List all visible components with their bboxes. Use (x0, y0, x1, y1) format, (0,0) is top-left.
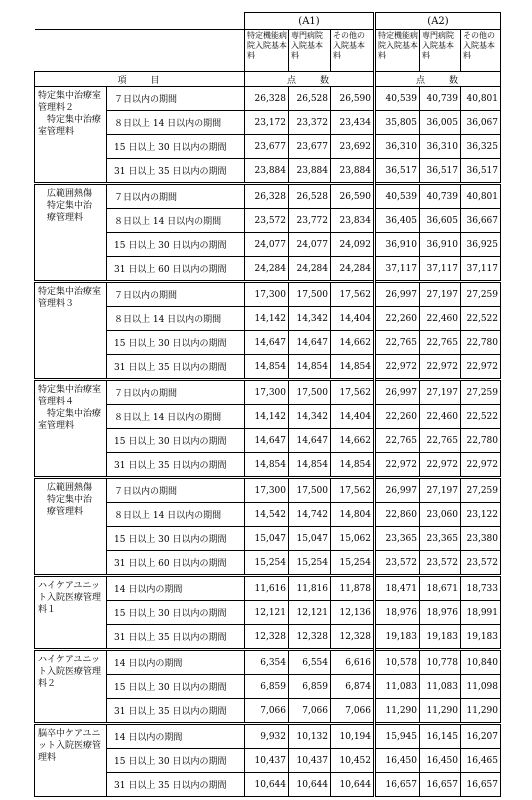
points-cell: 16,465 (461, 749, 501, 773)
period-cell: 14 日以内の期間 (107, 650, 245, 675)
points-cell: 40,539 (375, 87, 420, 111)
points-cell: 14,404 (331, 405, 375, 429)
points-cell: 18,976 (375, 601, 420, 625)
points-cell: 11,083 (420, 675, 461, 699)
period-cell: 31 日以上 35 日以内の期間 (107, 159, 245, 184)
period-cell: 14 日以内の期間 (107, 724, 245, 749)
points-cell: 11,878 (331, 576, 375, 601)
points-cell: 36,517 (461, 159, 501, 184)
points-cell: 22,972 (461, 355, 501, 380)
points-cell: 11,616 (245, 576, 289, 601)
group-a2-heading: (A2) (375, 13, 501, 30)
points-cell: 11,290 (420, 699, 461, 724)
points-cell: 15,047 (245, 527, 289, 551)
table-row (35, 282, 501, 307)
period-cell: 15 日以上 30 日以内の期間 (107, 527, 245, 551)
points-cell: 36,067 (461, 111, 501, 135)
period-cell: ７日以内の期間 (107, 380, 245, 405)
points-cell: 17,500 (289, 478, 331, 503)
points-cell: 18,671 (420, 576, 461, 601)
points-cell: 36,517 (420, 159, 461, 184)
period-cell: 15 日以上 30 日以内の期間 (107, 331, 245, 355)
points-cell: 27,197 (420, 380, 461, 405)
points-cell: 15,254 (289, 551, 331, 576)
points-cell: 22,972 (420, 355, 461, 380)
points-cell: 14,647 (289, 429, 331, 453)
table-row (35, 576, 501, 601)
points-cell: 23,365 (420, 527, 461, 551)
period-cell: 31 日以上 35 日以内の期間 (107, 625, 245, 650)
category-cell: 特定集中治療室管理料２ 特定集中治療室管理料 (35, 87, 107, 184)
points-cell: 35,805 (375, 111, 420, 135)
points-cell: 10,778 (420, 650, 461, 675)
table-row (35, 478, 501, 503)
points-cell: 10,644 (245, 773, 289, 797)
points-cell: 22,972 (375, 355, 420, 380)
points-cell: 11,816 (289, 576, 331, 601)
points-cell: 17,300 (245, 282, 289, 307)
points-cell: 23,572 (461, 551, 501, 576)
points-cell: 26,528 (289, 87, 331, 111)
period-cell: 31 日以上 35 日以内の期間 (107, 699, 245, 724)
points-cell: 22,765 (375, 429, 420, 453)
header-blank (35, 13, 245, 30)
period-cell: ８日以上 14 日以内の期間 (107, 405, 245, 429)
table-row (35, 724, 501, 749)
points-cell: 16,657 (375, 773, 420, 797)
col-a2-sonota: その他の入院基本料 (461, 30, 501, 72)
points-cell: 23,834 (331, 209, 375, 233)
points-cell: 27,259 (461, 478, 501, 503)
points-cell: 18,991 (461, 601, 501, 625)
points-cell: 10,437 (289, 749, 331, 773)
points-cell: 36,910 (375, 233, 420, 257)
fee-table-sheet (34, 12, 501, 797)
period-cell: ８日以上 14 日以内の期間 (107, 111, 245, 135)
points-cell: 24,284 (245, 257, 289, 282)
period-cell: ８日以上 14 日以内の期間 (107, 503, 245, 527)
points-heading-a2: 点 数 (375, 72, 501, 87)
points-cell: 40,739 (420, 87, 461, 111)
points-cell: 26,997 (375, 380, 420, 405)
points-cell: 37,117 (375, 257, 420, 282)
points-cell: 26,328 (245, 184, 289, 209)
points-cell: 23,884 (289, 159, 331, 184)
points-cell: 26,997 (375, 478, 420, 503)
period-cell: ７日以内の期間 (107, 282, 245, 307)
points-cell: 14,854 (289, 355, 331, 380)
points-cell: 22,765 (375, 331, 420, 355)
points-cell: 14,854 (245, 355, 289, 380)
points-cell: 24,092 (331, 233, 375, 257)
points-cell: 22,460 (420, 405, 461, 429)
points-heading-a1: 点 数 (245, 72, 375, 87)
item-heading: 項 目 (35, 72, 245, 87)
points-cell: 22,260 (375, 405, 420, 429)
points-cell: 6,616 (331, 650, 375, 675)
points-cell: 26,590 (331, 87, 375, 111)
points-cell: 10,644 (289, 773, 331, 797)
category-cell: ハイケアユニット入院医療管理料１ (35, 576, 107, 650)
points-cell: 27,197 (420, 282, 461, 307)
points-cell: 12,328 (331, 625, 375, 650)
points-cell: 26,328 (245, 87, 289, 111)
points-cell: 22,972 (461, 453, 501, 478)
points-cell: 14,854 (289, 453, 331, 478)
points-cell: 40,739 (420, 184, 461, 209)
points-cell: 14,662 (331, 429, 375, 453)
points-cell: 14,662 (331, 331, 375, 355)
points-cell: 23,434 (331, 111, 375, 135)
points-cell: 15,254 (331, 551, 375, 576)
points-cell: 26,528 (289, 184, 331, 209)
points-cell: 15,945 (375, 724, 420, 749)
group-a1-heading: (A1) (245, 13, 375, 30)
points-cell: 36,517 (375, 159, 420, 184)
points-cell: 22,522 (461, 405, 501, 429)
points-cell: 12,328 (289, 625, 331, 650)
points-cell: 40,801 (461, 87, 501, 111)
points-cell: 22,972 (420, 453, 461, 478)
points-cell: 14,854 (331, 355, 375, 380)
header-blank-2 (35, 30, 245, 72)
fee-table (34, 12, 501, 797)
points-cell: 24,077 (245, 233, 289, 257)
points-cell: 17,562 (331, 282, 375, 307)
points-cell: 10,452 (331, 749, 375, 773)
points-cell: 16,207 (461, 724, 501, 749)
points-cell: 23,380 (461, 527, 501, 551)
points-cell: 23,172 (245, 111, 289, 135)
points-cell: 36,405 (375, 209, 420, 233)
points-cell: 12,136 (331, 601, 375, 625)
points-cell: 7,066 (245, 699, 289, 724)
points-cell: 18,976 (420, 601, 461, 625)
points-cell: 16,450 (420, 749, 461, 773)
points-cell: 23,122 (461, 503, 501, 527)
col-a1-sonota: その他の入院基本料 (331, 30, 375, 72)
points-cell: 26,997 (375, 282, 420, 307)
points-cell: 10,644 (331, 773, 375, 797)
period-cell: ７日以内の期間 (107, 87, 245, 111)
period-cell: 31 日以上 60 日以内の期間 (107, 257, 245, 282)
points-cell: 10,194 (331, 724, 375, 749)
points-cell: 14,342 (289, 307, 331, 331)
points-cell: 27,259 (461, 282, 501, 307)
points-cell: 26,590 (331, 184, 375, 209)
points-cell: 16,145 (420, 724, 461, 749)
points-cell: 19,183 (420, 625, 461, 650)
points-cell: 16,450 (375, 749, 420, 773)
period-cell: 14 日以内の期間 (107, 576, 245, 601)
col-a1-senmon: 専門病院入院基本料 (289, 30, 331, 72)
points-cell: 23,372 (289, 111, 331, 135)
table-row (35, 184, 501, 209)
points-cell: 6,874 (331, 675, 375, 699)
period-cell: 15 日以上 30 日以内の期間 (107, 135, 245, 159)
period-cell: 31 日以上 60 日以内の期間 (107, 551, 245, 576)
points-cell: 9,932 (245, 724, 289, 749)
points-cell: 16,657 (420, 773, 461, 797)
category-cell: 広範囲熱傷 特定集中治 療管理料 (35, 478, 107, 576)
points-cell: 6,354 (245, 650, 289, 675)
points-cell: 14,142 (245, 405, 289, 429)
points-cell: 22,972 (375, 453, 420, 478)
table-row (35, 87, 501, 111)
col-a2-tokutei: 特定機能病院入院基本料 (375, 30, 420, 72)
points-cell: 22,780 (461, 429, 501, 453)
points-cell: 36,005 (420, 111, 461, 135)
fee-table-body (35, 87, 501, 797)
period-cell: ８日以上 14 日以内の期間 (107, 209, 245, 233)
points-cell: 17,562 (331, 478, 375, 503)
points-cell: 17,500 (289, 380, 331, 405)
points-cell: 23,677 (289, 135, 331, 159)
points-cell: 11,290 (375, 699, 420, 724)
points-cell: 36,925 (461, 233, 501, 257)
points-cell: 12,121 (245, 601, 289, 625)
points-cell: 12,121 (289, 601, 331, 625)
points-cell: 23,772 (289, 209, 331, 233)
points-cell: 23,884 (245, 159, 289, 184)
points-cell: 7,066 (289, 699, 331, 724)
points-cell: 6,554 (289, 650, 331, 675)
points-cell: 27,259 (461, 380, 501, 405)
points-cell: 22,765 (420, 331, 461, 355)
points-cell: 36,667 (461, 209, 501, 233)
period-cell: 15 日以上 30 日以内の期間 (107, 675, 245, 699)
period-cell: 31 日以上 35 日以内の期間 (107, 453, 245, 478)
points-cell: 23,884 (331, 159, 375, 184)
period-cell: ８日以上 14 日以内の期間 (107, 307, 245, 331)
points-cell: 37,117 (461, 257, 501, 282)
points-cell: 23,572 (420, 551, 461, 576)
category-cell: 広範囲熱傷 特定集中治 療管理料 (35, 184, 107, 282)
points-cell: 14,647 (245, 331, 289, 355)
points-cell: 18,471 (375, 576, 420, 601)
points-cell: 7,066 (331, 699, 375, 724)
points-cell: 10,132 (289, 724, 331, 749)
points-cell: 15,047 (289, 527, 331, 551)
points-cell: 17,500 (289, 282, 331, 307)
points-cell: 15,254 (245, 551, 289, 576)
points-cell: 22,765 (420, 429, 461, 453)
period-cell: 31 日以上 35 日以内の期間 (107, 355, 245, 380)
points-cell: 14,542 (245, 503, 289, 527)
col-a2-senmon: 専門病院入院基本料 (420, 30, 461, 72)
points-cell: 10,437 (245, 749, 289, 773)
points-cell: 40,539 (375, 184, 420, 209)
table-row (35, 380, 501, 405)
points-cell: 14,647 (289, 331, 331, 355)
points-cell: 22,260 (375, 307, 420, 331)
points-cell: 23,060 (420, 503, 461, 527)
period-cell: ７日以内の期間 (107, 184, 245, 209)
points-cell: 22,780 (461, 331, 501, 355)
points-cell: 14,854 (245, 453, 289, 478)
points-cell: 15,062 (331, 527, 375, 551)
points-cell: 14,854 (331, 453, 375, 478)
points-cell: 14,142 (245, 307, 289, 331)
points-cell: 17,300 (245, 478, 289, 503)
points-cell: 23,572 (245, 209, 289, 233)
period-cell: 15 日以上 30 日以内の期間 (107, 749, 245, 773)
points-cell: 37,117 (420, 257, 461, 282)
period-cell: ７日以内の期間 (107, 478, 245, 503)
points-cell: 18,733 (461, 576, 501, 601)
category-cell: 脳卒中ケアユニット入院医療管理料 (35, 724, 107, 797)
category-cell: 特定集中治療室管理料３ (35, 282, 107, 380)
points-cell: 14,404 (331, 307, 375, 331)
points-cell: 24,284 (289, 257, 331, 282)
points-cell: 24,077 (289, 233, 331, 257)
points-cell: 22,460 (420, 307, 461, 331)
points-cell: 11,290 (461, 699, 501, 724)
col-a1-tokutei: 特定機能病院入院基本料 (245, 30, 289, 72)
points-cell: 14,804 (331, 503, 375, 527)
points-cell: 36,910 (420, 233, 461, 257)
points-cell: 36,310 (375, 135, 420, 159)
period-cell: 31 日以上 35 日以内の期間 (107, 773, 245, 797)
points-cell: 27,197 (420, 478, 461, 503)
points-cell: 24,284 (331, 257, 375, 282)
points-cell: 19,183 (461, 625, 501, 650)
points-cell: 11,098 (461, 675, 501, 699)
points-cell: 22,522 (461, 307, 501, 331)
category-cell: 特定集中治療室管理料４ 特定集中治療室管理料 (35, 380, 107, 478)
points-cell: 14,647 (245, 429, 289, 453)
points-cell: 36,325 (461, 135, 501, 159)
points-cell: 12,328 (245, 625, 289, 650)
points-cell: 6,859 (289, 675, 331, 699)
points-cell: 23,692 (331, 135, 375, 159)
points-cell: 10,578 (375, 650, 420, 675)
category-cell: ハイケアユニット入院医療管理料２ (35, 650, 107, 724)
points-cell: 22,860 (375, 503, 420, 527)
points-cell: 36,605 (420, 209, 461, 233)
points-cell: 36,310 (420, 135, 461, 159)
points-cell: 10,840 (461, 650, 501, 675)
points-cell: 19,183 (375, 625, 420, 650)
period-cell: 15 日以上 30 日以内の期間 (107, 429, 245, 453)
points-cell: 17,562 (331, 380, 375, 405)
points-cell: 23,572 (375, 551, 420, 576)
period-cell: 15 日以上 30 日以内の期間 (107, 601, 245, 625)
points-cell: 40,801 (461, 184, 501, 209)
points-cell: 23,677 (245, 135, 289, 159)
points-cell: 16,657 (461, 773, 501, 797)
points-cell: 14,342 (289, 405, 331, 429)
table-row (35, 650, 501, 675)
points-cell: 14,742 (289, 503, 331, 527)
points-cell: 6,859 (245, 675, 289, 699)
points-cell: 23,365 (375, 527, 420, 551)
period-cell: 15 日以上 30 日以内の期間 (107, 233, 245, 257)
points-cell: 11,083 (375, 675, 420, 699)
points-cell: 17,300 (245, 380, 289, 405)
